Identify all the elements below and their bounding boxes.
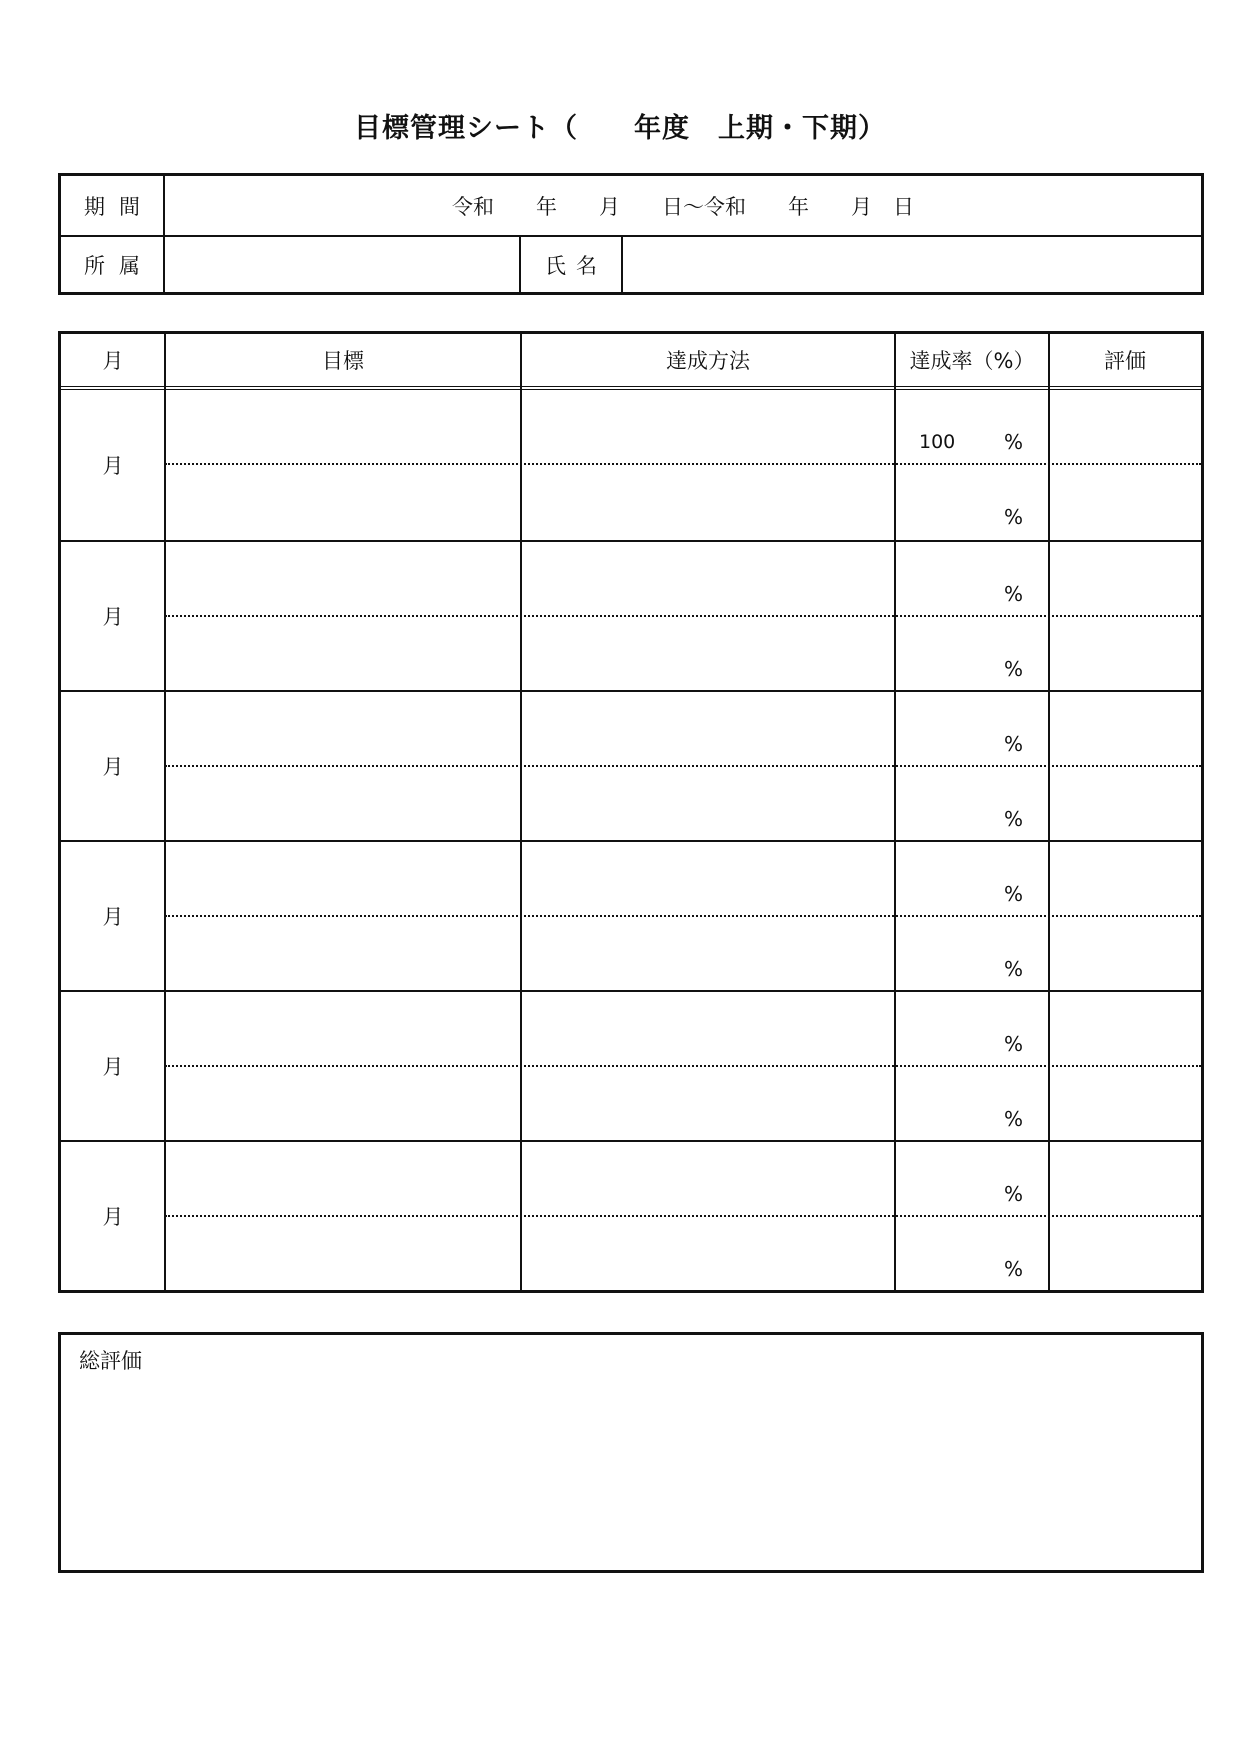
percent-symbol: %: [1003, 1257, 1023, 1281]
percent-symbol: %: [1003, 882, 1023, 906]
affiliation-label: 所属: [61, 235, 165, 294]
rate-field[interactable]: [891, 807, 1043, 837]
percent-symbol: %: [1003, 957, 1023, 981]
month-cell[interactable]: 月: [102, 1055, 124, 1079]
name-field[interactable]: [623, 235, 1201, 294]
table-row: [61, 690, 1201, 840]
rate-field[interactable]: [891, 657, 1043, 687]
dotted-divider: [165, 1215, 1201, 1217]
rate-field[interactable]: [891, 882, 1043, 912]
rate-field[interactable]: [891, 430, 1043, 460]
month-cell[interactable]: 月: [102, 605, 124, 629]
percent-symbol: %: [1003, 1182, 1023, 1206]
percent-symbol: %: [1003, 1107, 1023, 1131]
affiliation-row: [61, 235, 1201, 294]
period-field[interactable]: 令和 年 月 日～令和 年 月 日: [452, 194, 914, 219]
month-cell[interactable]: 月: [102, 755, 124, 779]
overall-evaluation-label: 総評価: [79, 1349, 142, 1373]
dotted-divider: [165, 765, 1201, 767]
table-row: [61, 1140, 1201, 1290]
month-cell[interactable]: 月: [102, 454, 124, 478]
dotted-divider: [165, 615, 1201, 617]
table-row: [61, 390, 1201, 540]
column-header-month: 月: [102, 349, 124, 373]
percent-symbol: %: [1003, 430, 1023, 454]
column-header-evaluation: 評価: [1104, 349, 1146, 373]
table-row: [61, 840, 1201, 990]
percent-symbol: %: [1003, 807, 1023, 831]
goal-table: [58, 331, 1204, 1293]
percent-symbol: %: [1003, 505, 1023, 529]
column-header-rate: 達成率（%）: [909, 349, 1035, 373]
percent-symbol: %: [1003, 657, 1023, 681]
page-title: 目標管理シート（ 年度 上期・下期）: [354, 113, 886, 144]
period-row: [61, 176, 1201, 237]
rate-field[interactable]: [891, 1032, 1043, 1062]
dotted-divider: [165, 463, 1201, 465]
month-cell[interactable]: 月: [102, 905, 124, 929]
name-label: 氏名: [521, 235, 623, 294]
rate-field[interactable]: [891, 732, 1043, 762]
affiliation-field[interactable]: [165, 235, 521, 294]
table-row: [61, 990, 1201, 1140]
percent-symbol: %: [1003, 582, 1023, 606]
column-header-goal: 目標: [322, 349, 364, 373]
overall-evaluation-box[interactable]: [58, 1332, 1204, 1573]
month-cell[interactable]: 月: [102, 1205, 124, 1229]
rate-field[interactable]: [891, 1257, 1043, 1287]
period-label: 期間: [61, 176, 165, 235]
column-header-method: 達成方法: [666, 349, 750, 373]
dotted-divider: [165, 1065, 1201, 1067]
rate-field[interactable]: [891, 957, 1043, 987]
percent-symbol: %: [1003, 732, 1023, 756]
rate-field[interactable]: [891, 1182, 1043, 1212]
table-row: [61, 540, 1201, 690]
rate-field[interactable]: [891, 1107, 1043, 1137]
dotted-divider: [165, 915, 1201, 917]
table-header-row: [61, 334, 1201, 390]
rate-value: 100: [919, 431, 956, 453]
rate-field[interactable]: [891, 582, 1043, 612]
rate-field[interactable]: [891, 505, 1043, 535]
percent-symbol: %: [1003, 1032, 1023, 1056]
header-table: [58, 173, 1204, 295]
